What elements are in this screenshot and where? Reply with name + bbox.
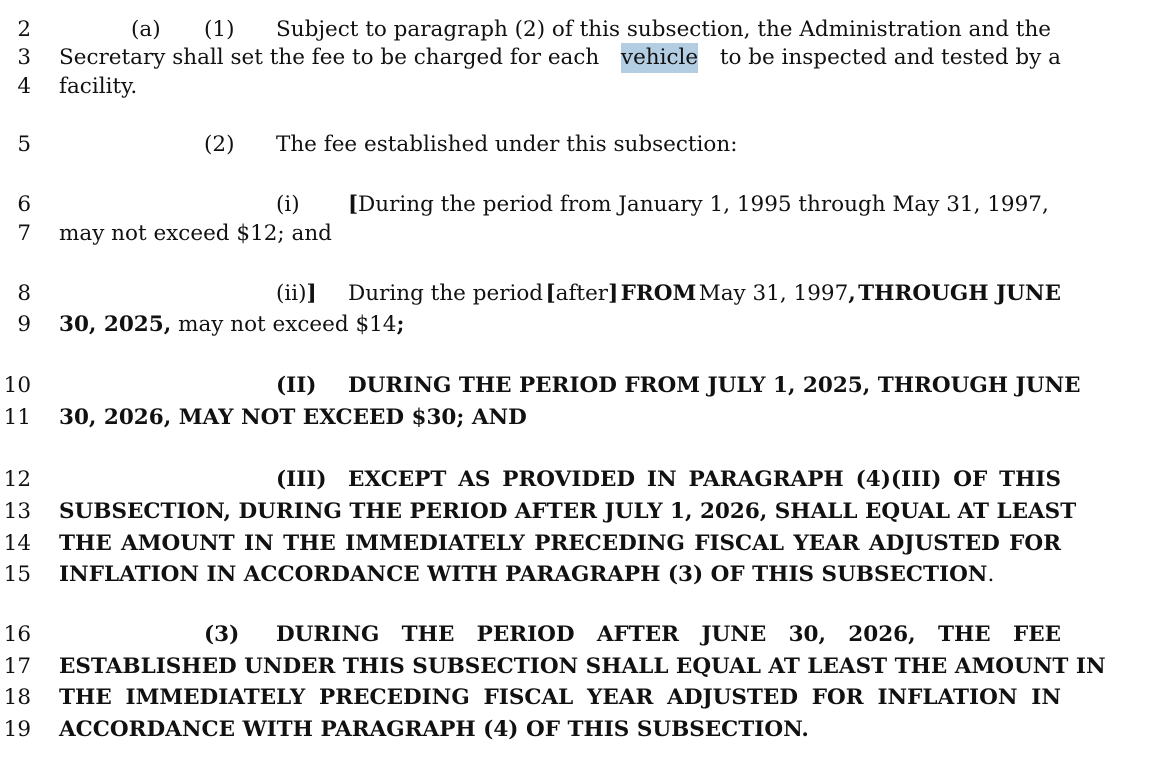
line-text: DURING THE PERIOD AFTER JUNE 30, 2026, THE FEE (276, 622, 1061, 647)
line-text: ACCORDANCE WITH PARAGRAPH (4) OF THIS SUBSECTION. (59, 717, 809, 742)
line-16 (0, 620, 1164, 650)
line-7 (0, 219, 1164, 249)
line-number: 10 (3, 373, 31, 398)
line-4 (0, 72, 1164, 102)
line-12 (0, 465, 1164, 495)
line-number: 13 (3, 499, 31, 524)
line-text: INFLATION IN ACCORDANCE WITH PARAGRAPH (3) OF THIS SUBSECTION. (59, 562, 995, 587)
line-number: 11 (3, 405, 31, 430)
open-bracket: [ (348, 192, 359, 217)
line-number: 8 (17, 281, 31, 306)
line-number: 14 (3, 531, 31, 556)
item-i-label: (i) (276, 192, 300, 217)
line-text: ESTABLISHED UNDER THIS SUBSECTION SHALL EQUAL AT LEAST THE AMOUNT IN (59, 654, 1106, 679)
paragraph-3-label: (3) (204, 622, 240, 647)
line-text: facility. (59, 74, 138, 99)
line-19 (0, 715, 1164, 745)
line-5 (0, 130, 1164, 160)
line-text: EXCEPT AS PROVIDED IN PARAGRAPH (4)(III) OF THIS (348, 467, 1061, 492)
line-number: 17 (3, 654, 31, 679)
line-11 (0, 403, 1164, 433)
line-number: 16 (3, 622, 31, 647)
line-number: 12 (3, 467, 31, 492)
item-III-label: (III) (276, 467, 327, 492)
line-8 (0, 279, 1164, 309)
line-3 (0, 43, 1164, 73)
line-number: 2 (17, 17, 31, 42)
line-text: DURING THE PERIOD FROM JULY 1, 2025, THROUGH JUNE (348, 373, 1081, 398)
line-18 (0, 683, 1164, 713)
line-text: may not exceed $12; and (59, 221, 332, 246)
line-text[interactable]: Secretary shall set the fee to be charged for each vehicle to be inspected and tested by a (59, 43, 1061, 73)
subsection-a-label: (a) (131, 17, 161, 42)
line-6 (0, 190, 1164, 220)
line-10 (0, 371, 1164, 401)
line-number: 19 (3, 717, 31, 742)
line-text: During the period from January 1, 1995 through May 31, 1997, (358, 192, 1049, 217)
paragraph-2-label: (2) (204, 132, 235, 157)
line-number: 5 (17, 132, 31, 157)
line-text: SUBSECTION, DURING THE PERIOD AFTER JULY 1, 2026, SHALL EQUAL AT LEAST (59, 499, 1077, 524)
line-text: During the period [after] FROM May 31, 1997, THROUGH JUNE (348, 281, 1061, 306)
line-9 (0, 310, 1164, 340)
item-ii-label: (ii)] (276, 281, 317, 306)
line-text: 30, 2025, may not exceed $14; (59, 312, 405, 337)
line-17 (0, 652, 1164, 682)
line-text: The fee established under this subsection: (276, 132, 738, 157)
paragraph-1-label: (1) (204, 17, 235, 42)
line-13 (0, 497, 1164, 527)
line-15 (0, 560, 1164, 590)
line-number: 4 (17, 74, 31, 99)
line-number: 6 (17, 192, 31, 217)
line-number: 3 (17, 45, 31, 70)
line-text: 30, 2026, MAY NOT EXCEED $30; AND (59, 405, 527, 430)
line-number: 9 (17, 312, 31, 337)
line-2 (0, 15, 1164, 45)
line-text: THE IMMEDIATELY PRECEDING FISCAL YEAR ADJUSTED FOR INFLATION IN (59, 685, 1061, 710)
line-14 (0, 529, 1164, 559)
line-number: 18 (3, 685, 31, 710)
line-text: THE AMOUNT IN THE IMMEDIATELY PRECEDING FISCAL YEAR ADJUSTED FOR (59, 531, 1061, 556)
line-number: 7 (17, 221, 31, 246)
line-number: 15 (3, 562, 31, 587)
selected-word-vehicle[interactable]: vehicle (621, 43, 698, 73)
line-text: Subject to paragraph (2) of this subsection, the Administration and the (276, 17, 1052, 42)
item-II-label: (II) (276, 373, 317, 398)
